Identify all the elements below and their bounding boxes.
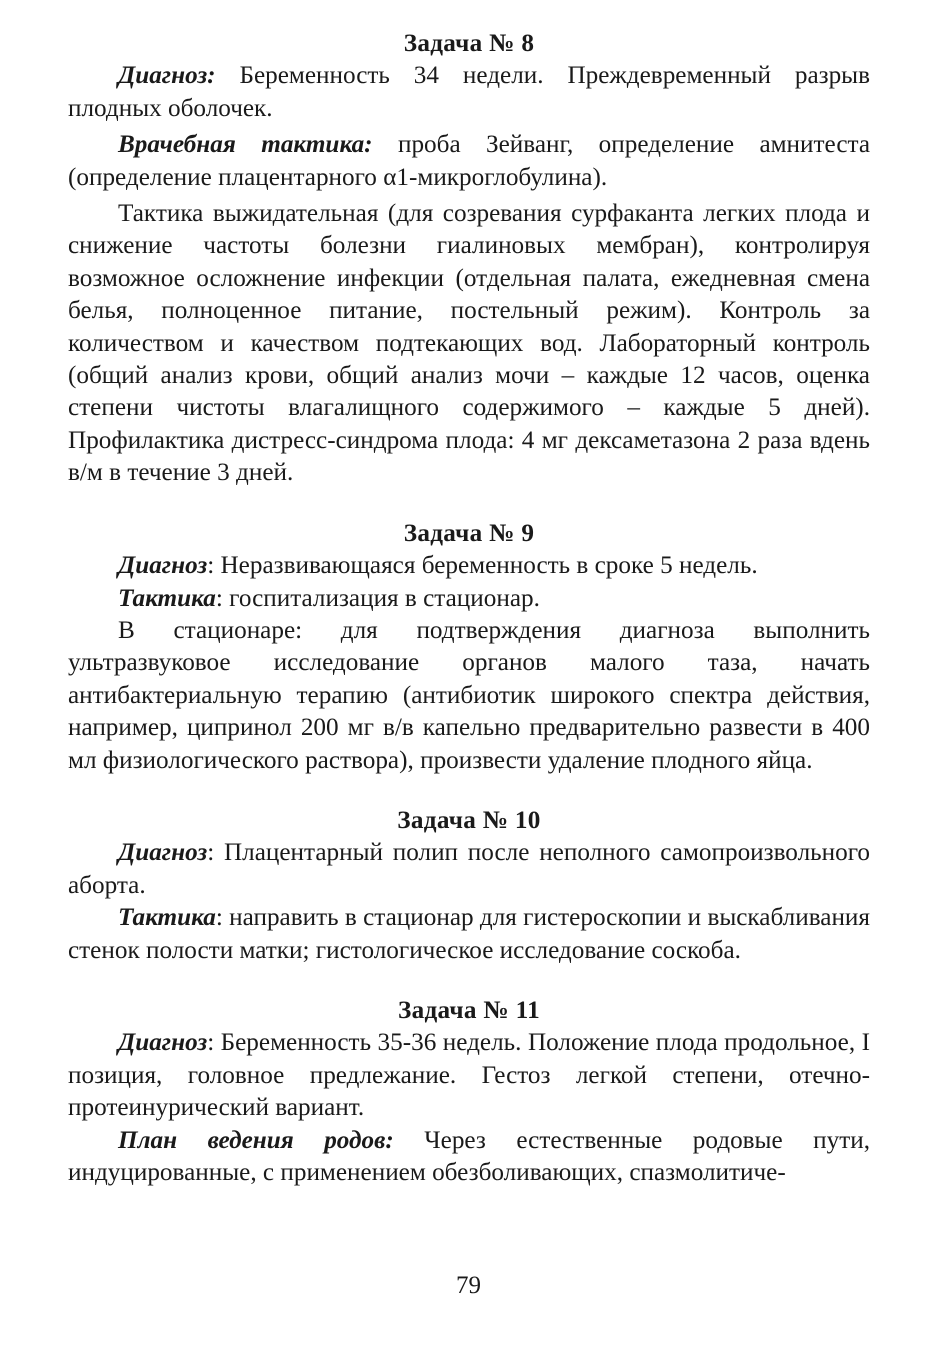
tactics-paragraph (68, 902, 870, 967)
diagnosis-text: Беременность 34 недели. Преждевременный разрыв плодных оболочек. (68, 62, 870, 122)
tactics-label: Врачебная тактика: (118, 131, 373, 159)
diagnosis-text: : Неразвивающаяся беременность в сроке 5 недель. (207, 552, 758, 580)
tactics-text: проба Зейванг, определение амнитеста (определение плацентарного α1-микроглобулина). (68, 131, 871, 191)
diagnosis-label: Диагноз (118, 839, 208, 867)
diagnosis-label: Диагноз: (118, 62, 216, 90)
task-9 (68, 518, 870, 777)
tactics-label: Тактика (118, 584, 216, 612)
tactics-paragraph (68, 129, 870, 194)
plan-text: Через естественные родовые пути, индуцированные, с применением обезболивающих, спазмолитиче- (68, 1126, 870, 1186)
task-title: Задача № 10 (397, 806, 541, 834)
plan-label: План ведения родов: (118, 1126, 394, 1154)
task-10 (68, 805, 870, 967)
task-11 (68, 995, 870, 1189)
diagnosis-text: : Беременность 35-36 недель. Положение плода продольное, I позиция, головное предлежание. Гестоз легкой степени, отечно-протеинурический вариант. (68, 1029, 870, 1122)
tactics-paragraph (68, 583, 870, 615)
tactics-label: Тактика (118, 904, 216, 932)
task-8 (68, 28, 870, 490)
diagnosis-paragraph (68, 837, 870, 902)
tactics-text: : госпитализация в стационар. (215, 584, 540, 612)
task-title: Задача № 9 (403, 519, 535, 547)
diagnosis-paragraph (68, 60, 870, 125)
body-paragraph: Тактика выжидательная (для созревания сурфаканта легких плода и снижение частоты болезни гиалиновых мембран), контролируя возможное осложнение инфекции (отдельная палата, ежедневная смена белья, полноценное питание, постельный режим). Контроль за количеством и качеством подтекающих вод. Лабораторный контроль (общий анализ крови, общий анализ мочи – каждые 12 часов, оценка степени чистоты влагалищного содержимого – каждые 5 дней). Профилактика дистресс-синдрома плода: 4 мг дексаметазона 2 раза вдень в/м в течение 3 дней. (68, 200, 870, 487)
plan-paragraph (68, 1125, 870, 1190)
diagnosis-label: Диагноз (118, 552, 208, 580)
tactics-text: : направить в стационар для гистероскопии и выскабливания стенок полости матки; гистологическое исследование соскоба. (68, 904, 870, 964)
task-title: Задача № 8 (403, 30, 535, 57)
diagnosis-paragraph (68, 550, 870, 582)
task-title: Задача № 11 (397, 996, 540, 1024)
diagnosis-paragraph (68, 1027, 870, 1124)
body-paragraph: В стационаре: для подтверждения диагноза выполнить ультразвуковое исследование органов малого таза, начать антибактериальную терапию (антибиотик широкого спектра действия, например, ципринол 200 мг в/в капельно предварительно развести в 400 мл физиологического раствора), произвести удаление плодного яйца. (68, 616, 870, 774)
document-page (68, 28, 870, 1189)
diagnosis-text: : Плацентарный полип после неполного самопроизвольного аборта. (68, 839, 870, 899)
diagnosis-label: Диагноз (118, 1029, 208, 1057)
page-number: 79 (456, 1272, 481, 1299)
